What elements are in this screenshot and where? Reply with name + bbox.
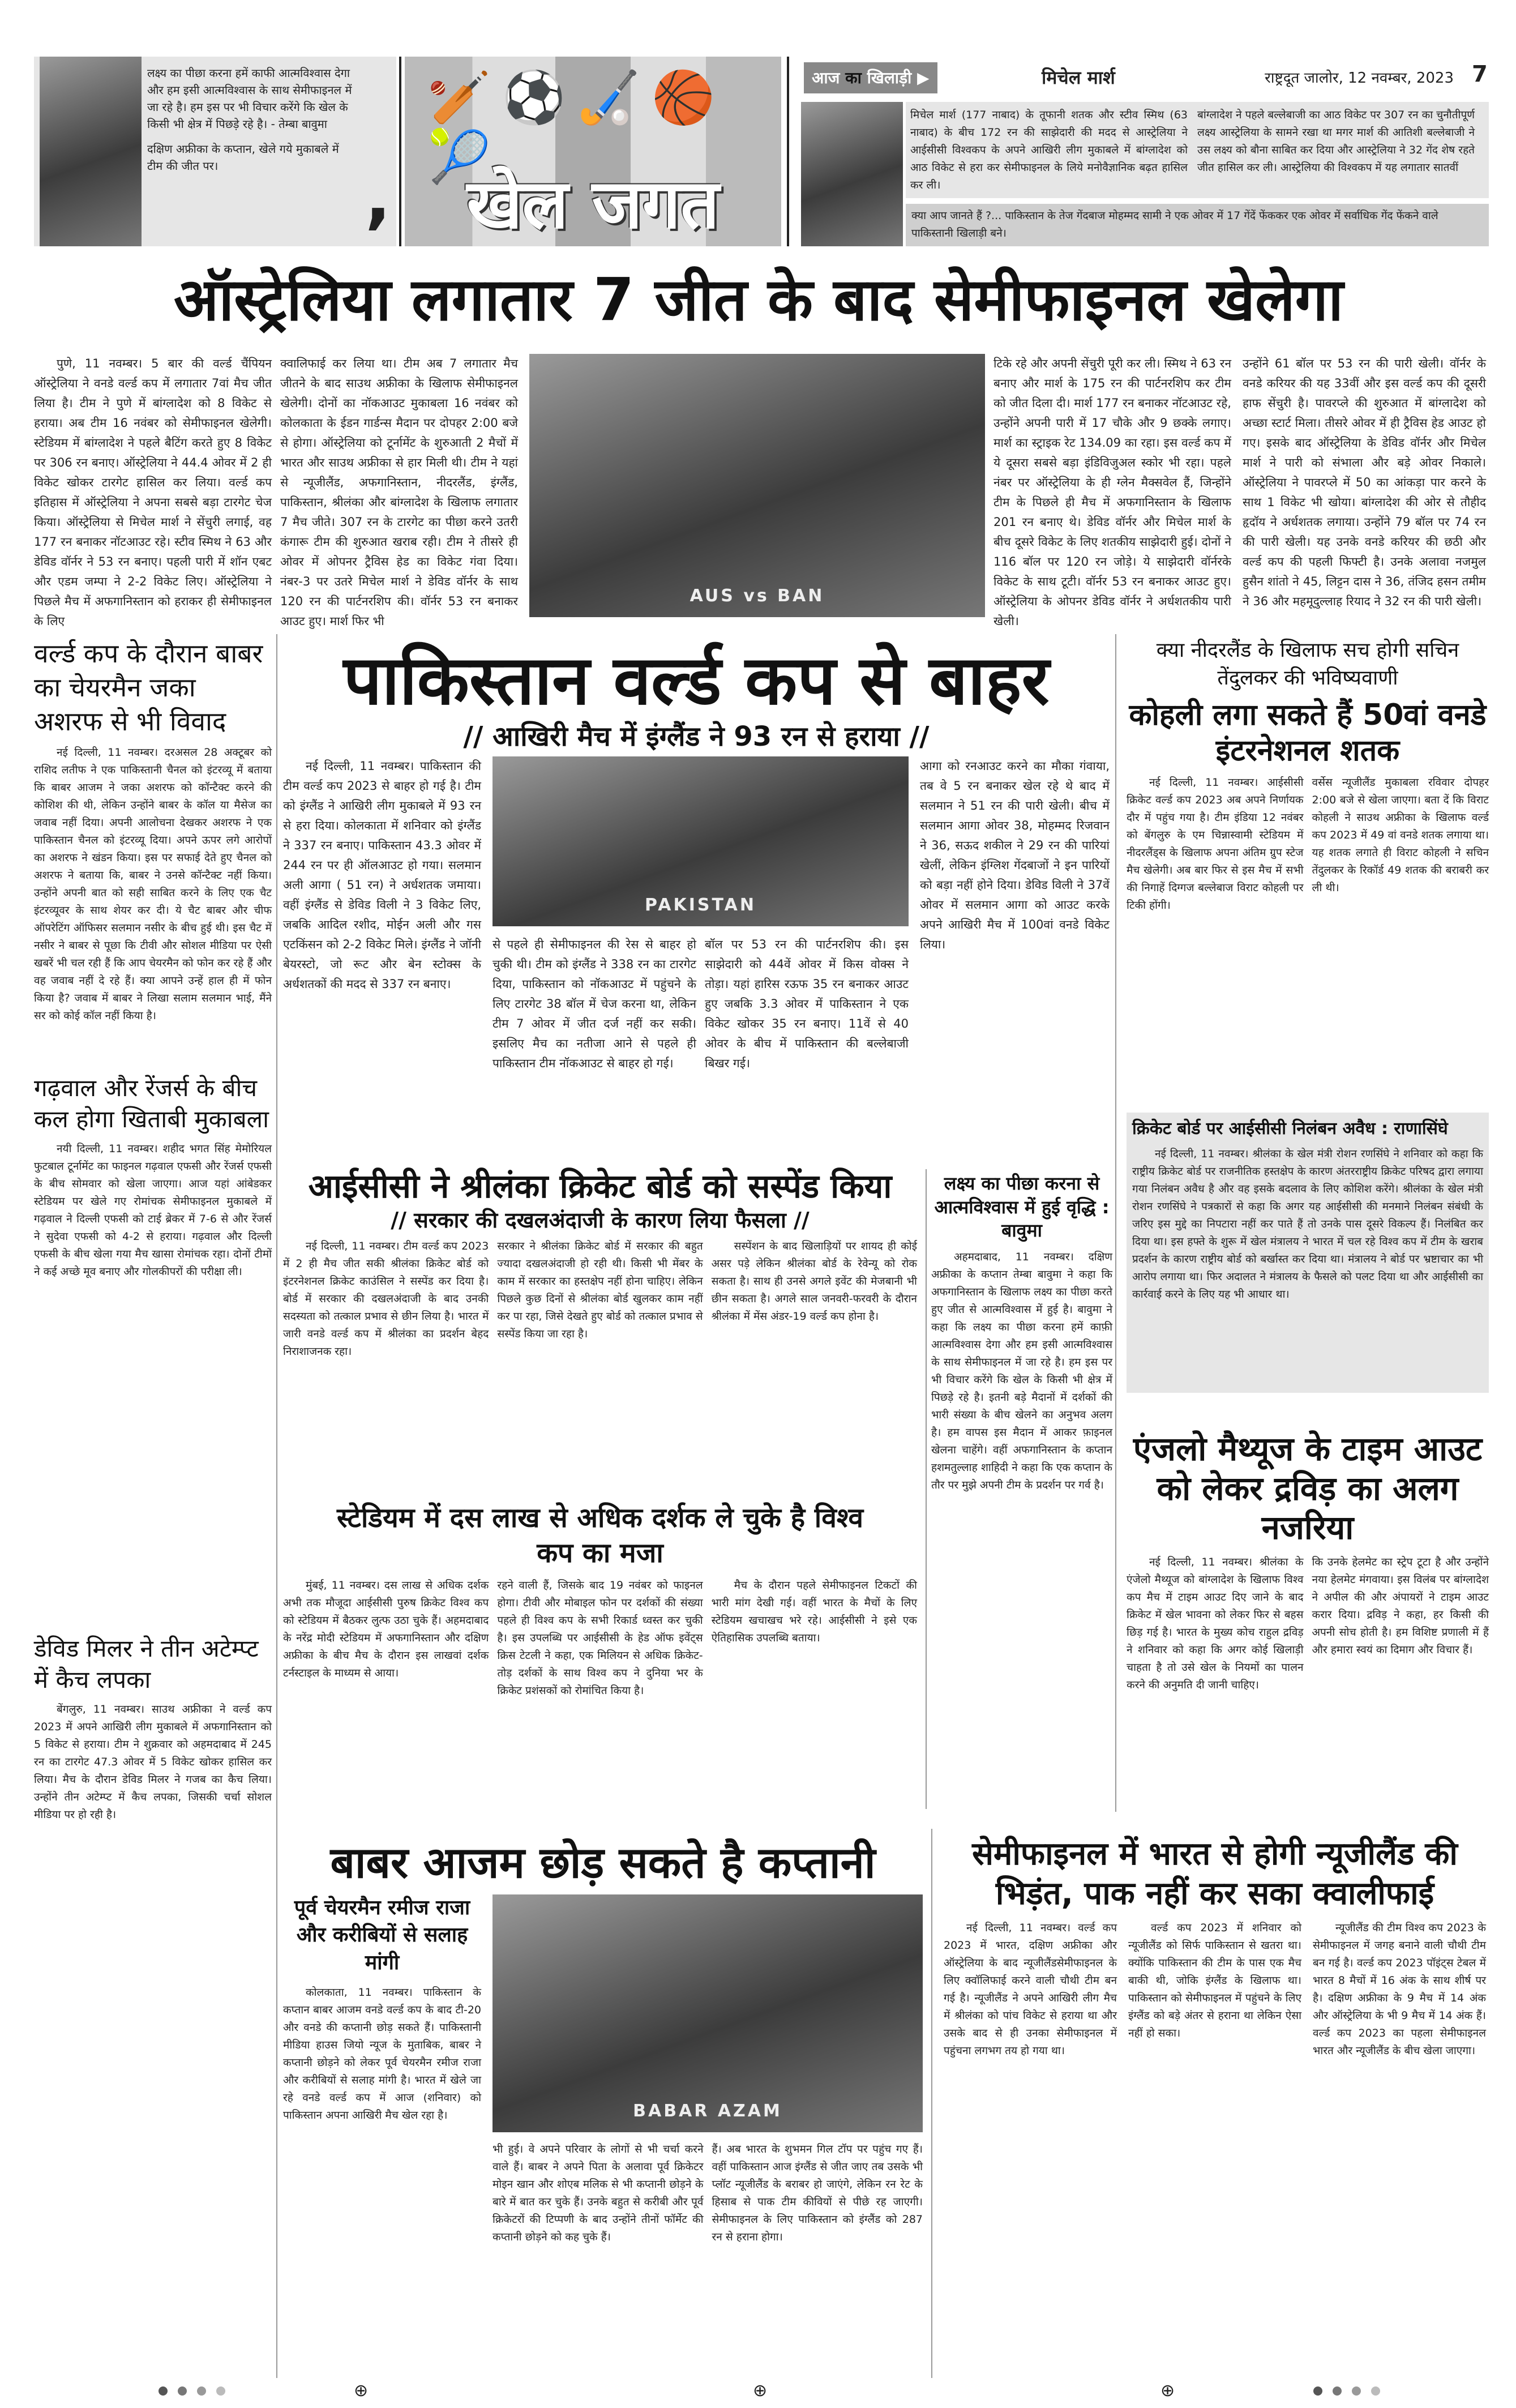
section-banner <box>405 57 781 246</box>
player-text-2: बांग्लादेश ने पहले बल्लेबाजी का आठ विकेट पर 307 रन का चुनौतीपूर्ण लक्ष्य आस्ट्रेलिया के सामने रखा था मगर मार्श की आतिशी बल्लेबाजी ने उस लक्ष्य को बौना साबित कर दिया और आस्ट्रेलिया ने 32 गेंद शेष रहते जीत हासिल कर ली। आस्ट्रेलिया की विश्वकप में यह लगातार सातवीं <box>1197 109 1475 174</box>
babar-columns <box>283 1894 923 2378</box>
crosshair-icon: ⊕ <box>1160 2381 1175 2401</box>
player-name: मिचेल मार्श <box>1042 67 1115 88</box>
babar-right <box>493 1894 923 2378</box>
stadium-columns <box>283 1577 917 1809</box>
registration-dots <box>1313 2386 1380 2396</box>
angelo-story <box>1127 1430 1489 1806</box>
pakistan-middle-columns <box>493 935 909 1158</box>
dot-icon <box>216 2386 225 2396</box>
nz-headline: सेमीफाइनल में भारत से होगी न्यूजीलैंड की भिड़ंत, पाक नहीं कर सका क्वालीफाई <box>972 1836 1458 1912</box>
bavuma-body: अहमदाबाद, 11 नवम्बर। दक्षिण अफ्रीका के कप्तान तेम्बा बावुमा ने कहा कि अफगानिस्तान के खिलाफ लक्ष्य का पीछा करते हुए जीत से आत्मविश्वास में हुई है। बावुमा ने कहा कि लक्ष्य का पीछा करना हमें काफ़ी आत्मविश्वास देगा और हम इसी आत्मविश्वास के साथ सेमीफाइनल में जा रहे है। हम इस पर भी विचार करेंगे कि खेल के किसी भी क्षेत्र में पिछड़े रहे है। इतनी बड़े मैदानों में दर्शकों की भारी संख्या के बीच खेलने का अनुभव अलग है। हम वापस इस मैदान में आकर फ़ाइनल खेलना चाहेंगे। वहीं अफगानिस्तान के कप्तान हशमतुल्लाह शाहिदी ने कहा कि एक कप्तान के तौर पर मुझे अपनी टीम के प्रदर्शन पर गर्व है। <box>931 1250 1112 1491</box>
quote-mark-icon: , <box>365 159 391 237</box>
divider <box>926 1169 927 1809</box>
kohli-col-1: नई दिल्ली, 11 नवम्बर। आईसीसी क्रिकेट वर्ल्ड कप 2023 अब अपने निर्णायक दौर में पहुंच गया है। टीम इंडिया 12 नवंबर को बेंगलुरु के एम चिन्नास्वामी स्टेडियम में नीदरलैंड्स के खिलाफ अपना अंतिम ग्रुप स्टेज मैच खेलेगी। अब बार फिर से इस मैच में सभी की निगाहें दिग्गज बल्लेबाज विराट कोहली पर टिकी होंगी। <box>1127 776 1304 912</box>
icc-suspend-headline: आईसीसी ने श्रीलंका क्रिकेट बोर्ड को सस्पेंड किया <box>308 1167 892 1205</box>
angelo-col-2: कि उनके हेलमेट का स्ट्रेप टूटा है और उन्होंने नया हेलमेट मंगवाया। इस विलंब पर बांग्लादेश ने अपील की और अंपायरों ने टाइम आउट करार दिया। द्रविड़ ने कहा, हर किसी की अपनी सोच होती है। हम विशिष्ट प्रणाली में हैं और हमारा स्वयं का दिमाग और विचार हैं। <box>1312 1555 1489 1656</box>
icc-board-body: नई दिल्ली, 11 नवम्बर। श्रीलंका के खेल मंत्री रोशन रणसिंघे ने शनिवार को कहा कि राष्ट्रीय क्रिकेट बोर्ड पर राजनीतिक हस्तक्षेप के कारण अंतरराष्ट्रीय क्रिकेट परिषद द्वारा लगाया गया निलंबन अवैध है और वह इसके बदलाव के लिए कोशिश करेंगे। श्रीलंका के खेल मंत्री रोशन रणसिंघे ने पत्रकारों से कहा कि अगर यह आईसीसी की मनमाने निलंबन संबंधी के जरिए इस मुद्दे का निपटारा नहीं कर पाते हैं तो उनके पास दूसरे विकल्प हैं। निलंबित कर दिया था। इस हफ्ते के शुरू में खेल मंत्रालय ने भारत में चल रहे विश्व कप में टीम के खराब प्रदर्शन के कारण राष्ट्रीय बोर्ड को बर्खास्त कर दिया था। मंत्रालय ने बोर्ड पर भ्रष्टाचार का भी आरोप लगाया था। फिर अदालत ने मंत्रालय के फैसले को पलट दिया था और आईसीसी का कार्रवाई करने के लिए यह भी आधार था। <box>1132 1147 1483 1301</box>
nz-col-3: न्यूजीलैंड की टीम विश्व कप 2023 के सेमीफाइनल में जगह बनाने वाली चौथी टीम बन गई है। वर्ल्ड कप 2023 पॉइंट्स टेबल में भारत 8 मैचों में 16 अंक के साथ शीर्ष पर है। दक्षिण अफ्रीका के 9 मैच में 14 अंक और ऑस्ट्रेलिया के भी 9 मैच में 14 अंक हैं। वर्ल्ड कप 2023 का पहला सेमीफाइनल भारत और न्यूजीलैंड के बीच खेला जाएगा। <box>1313 1922 1486 2057</box>
section-title: खेल जगत <box>466 165 720 244</box>
nz-col-1: नई दिल्ली, 11 नवम्बर। वर्ल्ड कप 2023 में भारत, दक्षिण अफ्रीका और ऑस्ट्रेलिया के बाद न्यूजीलैंडसेमीफाइनल के लिए क्वॉलिफाई करने वाली चौथी टीम बन गई है। न्यूजीलैंड ने अपने आखिरी लीग मैच में श्रीलंका को पांच विकेट से हराया था और उसके बाद से ही उनका सेमीफाइनल में पहुंचना लगभग तय हो गया था। <box>944 1922 1117 2057</box>
page-number: 7 <box>1472 61 1488 87</box>
angelo-columns <box>1127 1554 1489 1806</box>
babar-col-2: भी हुई। वे अपने परिवार के लोगों से भी चर्चा करने वाले हैं। बाबर ने अपने पिता के अलावा पूर्व क्रिकेटर मोइन खान और शोएब मलिक से भी कप्तानी छोड़ने के बारे में बात कर चुके हैं। उनके बहुत से करीबी और पूर्व क्रिकेटरों की टिप्पणी के बाद उन्होंने तीनों फॉर्मेट की कप्तानी छोड़ने को कह चुके हैं। <box>493 2142 704 2243</box>
pakistan-photo <box>493 756 909 926</box>
icc-board-headline: क्रिकेट बोर्ड पर आईसीसी निलंबन अवैध : राणासिंघे <box>1132 1119 1448 1139</box>
quote-caption: दक्षिण अफ्रीका के कप्तान, खेले गये मुकाबले में टीम की जीत पर। <box>147 142 339 173</box>
babar-right-columns <box>493 2141 923 2378</box>
dot-icon <box>1352 2386 1361 2396</box>
pakistan-col-4: आगा को रनआउट करने का मौका गंवाया, तब वे 5 रन बनाकर खेल रहे थे बाद में सलमान ने 51 रन की पारी खेली। बीच में सलमान आगा ओवर 38, मोहम्मद रिजवान ने 36, सऊद शकील ने 29 रन की पारियां खेलीं, लेकिन इंग्लिश गेंदबाजों ने इन पारियों को बड़ा नहीं होने दिया। डेविड विली ने 37वें ओवर में सलमान आगा को आउट करके अपने आखिरी मैच में 100वां वनडे विकेट लिया। <box>920 759 1110 952</box>
label-aaj: आज <box>812 69 840 87</box>
pakistan-story <box>283 641 1110 1158</box>
miller-headline: डेविड मिलर ने तीन अटेम्प्ट में कैच लपका <box>34 1635 259 1693</box>
ashraf-body: नई दिल्ली, 11 नवम्बर। दरअसल 28 अक्टूबर को राशिद लतीफ ने एक पाकिस्तानी चैनल को इंटरव्यू में बताया कि बाबर आजम ने जका अशरफ को कॉन्टैक्ट करने की कोशिश की थी, लेकिन उन्होंने बाबर के कॉल या मैसेज का जवाब नहीं दिया। अपनी आलोचना देखकर अशरफ ने एक पाकिस्तान चैनल को इंटरव्यू दिया। अपने ऊपर लगे आरोपों का अशरफ ने खंडन किया। इस पर सफाई देते हुए चैनल को अशरफ ने बताया कि, बाबर ने उनसे कॉन्टैक्ट नहीं किया। उन्होंने अपनी बात को सही साबित करने के लिए एक चैट इंटरव्यूवर के साथ शेयर कर दी। ये चैट बाबर और चीफ ऑपरेटिंग ऑफिसर सलमान नसीर के बीच हुई थी। इस चैट में नसीर ने बाबर से पूछा कि टीवी और सोशल मीडिया पर ऐसी खबरें भी चल रही हैं कि आप चेयरमैन को फोन कर रहे हैं और वह जवाब नहीं दे रहे हैं। क्या आपने उन्हें हाल ही में फोन किया है? जवाब में बाबर ने लिखा सलाम सलमान भाई, मैंने सर को कोई कॉल नहीं किया है। <box>34 746 272 1023</box>
icc-suspend-columns <box>283 1238 917 1483</box>
quote-text: लक्ष्य का पीछा करना हमें काफी आत्मविश्वास देगा और हम इसी आत्मविश्वास के साथ सेमीफाइनल में जा रहे है। हम इस पर भी विचार करेंगे कि खेल के किसी भी क्षेत्र में पिछड़े रहे है। - तेम्बा बावुमा <box>147 66 352 131</box>
kohli-columns <box>1127 774 1489 1098</box>
player-of-day-label <box>804 62 937 93</box>
babar-photo <box>493 1894 923 2132</box>
babar-subhead: पूर्व चेयरमैन रमीज राजा और करीबियों से सलाह मांगी <box>294 1896 470 1974</box>
pakistan-col-1: नई दिल्ली, 11 नवम्बर। पाकिस्तान की टीम वर्ल्ड कप 2023 से बाहर हो गई है। टीम को इंग्लैंड ने आखिरी लीग मुकाबले में 93 रन से हरा दिया। कोलकाता में शनिवार को इंग्लैंड ने 337 रन बनाए। पाकिस्तान 43.3 ओवर में 244 रन पर ही ऑलआउट हो गया। सलमान अली आगा ( 51 रन) ने अर्धशतक जमाया। वहीं इंग्लैंड से डेविड विली ने 3 विकेट लिए, जबकि आदिल रशीद, मोईन अली और गस एटकिंसन को 2-2 विकेट मिले। इंग्लैंड ने जॉनी बेयरस्टो, जो रूट और बेन स्टोक्स के अर्धशतकों की मदद से 337 रन बनाए। <box>283 759 481 991</box>
dateline: राष्ट्रदूत जालोर, 12 नवम्बर, 2023 <box>1265 70 1454 87</box>
garhwal-body: नयी दिल्ली, 11 नवम्बर। शहीद भगत सिंह मेमोरियल फुटबाल टूर्नामेंट का फाइनल गढ़वाल एफसी और रेंजर्स एफसी के बीच सोमवार को खेला जाएगा। आज यहां आंबेडकर स्टेडियम पर खेले गए रोमांचक सेमीफाइनल मुकाबले में गढ़वाल ने दिल्ली एफसी को टाई ब्रेकर में 7-6 से और रेंजर्स ने सुदेवा एफसी को 4-2 से हराया। गढ़वाल और दिल्ली एफसी के बीच खेला गया मैच खासा रोमांचक रहा। दोनों टीमों ने कई अच्छे मूव बनाए और गोलकीपरों की परीक्षा ली। <box>34 1143 272 1278</box>
lead-headline: ऑस्ट्रेलिया लगातार 7 जीत के बाद सेमीफाइनल खेलेगा <box>173 265 1344 334</box>
stadium-story <box>283 1500 917 1809</box>
did-you-know-text: क्या आप जानते हैं ?... पाकिस्तान के तेज गेंदबाज मोहम्मद सामी ने एक ओवर में 17 गेंदें फेंककर एक ओवर में सर्वाधिक गेंद फेंकने वाले पाकिस्तानी खिलाड़ी बने। <box>911 209 1438 239</box>
quote-text-stack <box>147 65 357 174</box>
dot-icon <box>159 2386 168 2396</box>
mitchell-marsh-photo <box>801 102 903 246</box>
dot-icon <box>178 2386 187 2396</box>
pakistan-middle <box>493 756 909 1158</box>
divider <box>1115 634 1116 1812</box>
lead-photo <box>529 354 985 617</box>
divider <box>399 57 401 246</box>
label-khiladi: खिलाड़ी <box>867 69 912 87</box>
nz-columns <box>944 1919 1486 2372</box>
sports-equipment-icon: 🏏⚽🏑🏀🎾 <box>427 68 727 187</box>
pakistan-col-3: बॉल पर 53 रन की पार्टनरशिप की। इस साझेदारी को 44वें ओवर में किस वोक्स ने तोड़ा। यहां हारिस रऊफ 35 रन बनाकर आउट हुए जबकि 3.3 ओवर में पाकिस्तान ने एक विकेट खोकर 35 रन बनाए। 11वें से 40 ओवर के बीच में पाकिस्तान की बल्लेबाजी बिखर गई। <box>705 938 909 1071</box>
garhwal-headline: गढ़वाल और रेंजर्स के बीच कल होगा खिताबी मुकाबला <box>34 1074 269 1133</box>
quote-box <box>34 57 396 246</box>
pakistan-subhead: // आखिरी मैच में इंग्लैंड ने 93 रन से हराया // <box>463 721 930 752</box>
dot-icon <box>197 2386 206 2396</box>
divider <box>787 57 789 246</box>
icc-board-box <box>1127 1113 1489 1393</box>
lead-col-3: टिके रहे और अपनी सेंचुरी पूरी कर ली। स्मिथ ने 63 रन बनाए और मार्श के 175 रन की पार्टनरशिप कर टीम को जीत दिला दी। मार्श 177 रन बनाकर नॉटआउट रहे, उन्होंने अपनी पारी में 17 चौके और 9 छक्के लगाए। मार्श का स्ट्राइक रेट 134.09 का रहा। इस वर्ल्ड कप में ये दूसरा सबसे बड़ा इंडिविजुअल स्कोर भी रहा। पहले नंबर पर ऑस्ट्रेलिया के ही ग्लेन मैक्सवेल हैं, जिन्होंने टीम के पिछले ही मैच में अफगानिस्तान के खिलाफ 201 रन बनाए थे। डेविड वॉर्नर और मिचेल मार्श के बीच दूसरे विकेट के लिए शतकीय साझेदारी हुई। दोनों ने 116 बॉल पर 120 रन जोड़े। ये साझेदारी वॉर्नरके विकेट के साथ टूटी। वॉर्नर 53 रन बनाकर आउट हुए। ऑस्ट्रेलिया के ओपनर डेविड वॉर्नर ने अर्धशतकीय पारी खेली। <box>993 357 1231 628</box>
miller-story <box>34 1633 272 2372</box>
kohli-kicker: क्या नीदरलैंड के खिलाफ सच होगी सचिन तेंदुलकर की भविष्यवाणी <box>1156 639 1459 690</box>
registration-dots <box>159 2386 225 2396</box>
pakistan-columns <box>283 756 1110 1158</box>
label-ka: का <box>845 69 862 87</box>
lead-col-2: क्वालिफाई कर लिया था। टीम अब 7 लगातार मैच जीतने के बाद साउथ अफ्रीका के खिलाफ सेमीफाइनल खेलेगी। दोनों का नॉकआउट मुकाबला 16 नवंबर को कोलकाता के ईडन गार्डन्स मैदान पर दोपहर 2:00 बजे से होगा। ऑस्ट्रेलिया को टूर्नामेंट के शुरुआती 2 मैचों में भारत और साउथ अफ्रीका से हार मिली थी। टीम ने यहां से न्यूजीलैंड, अफगानिस्तान, नीदरलैंड, इंग्लैंड, पाकिस्तान, श्रीलंका और बांग्लादेश के खिलाफ लगातार 7 मैच जीते। 307 रन के टारगेट का पीछा करने उतरी कंगारू टीम की शुरुआत खराब रही। टीम ने तीसरे ही ओवर में ओपनर ट्रैविस हेड का विकेट गंवा दिया। नंबर-3 पर उतरे मिचेल मार्श ने डेविड वॉर्नर के साथ 120 रन की पार्टनरशिप की। वॉर्नर 53 रन बनाकर आउट हुए। मार्श फिर भी <box>280 357 518 628</box>
icc-suspend-subhead: // सरकार की दखलअंदाजी के कारण लिया फैसला // <box>391 1207 810 1233</box>
stadium-col-1: मुंबई, 11 नवम्बर। दस लाख से अधिक दर्शक अभी तक मौजूदा आईसीसी पुरुष क्रिकेट विश्व कप को स्टेडियम में बैठकर लुत्फ उठा चुके हैं। अहमदाबाद के नरेंद्र मोदी स्टेडियम में अफगानिस्तान और दक्षिण अफ्रीका के बीच मैच के दौरान इस लाखवां दर्शक टर्नस्टाइल के माध्यम से आया। <box>283 1579 489 1679</box>
player-text-1: मिचेल मार्श (177 नाबाद) के तूफानी शतक और स्टीव स्मिथ (63 नाबाद) के बीच 172 रन की साझेदारी की मदद से आस्ट्रेलिया ने आईसीसी विश्वकप के अपने आखिरी लीग मुकाबले में बांग्लादेश को आठ विकेट से हरा कर सेमीफाइनल के लिये मनोवैज्ञानिक बढ़त हासिल कर ली। <box>910 109 1188 191</box>
lead-photo-caption: AUS vs BAN <box>690 586 825 606</box>
dot-icon <box>1333 2386 1342 2396</box>
icc-suspend-col-1: नई दिल्ली, 11 नवम्बर। टीम वर्ल्ड कप 2023 में 2 ही मैच जीत सकी श्रीलंका क्रिकेट बोर्ड को इंटरनेशनल क्रिकेट काउंसिल ने सस्पेंड कर दिया है। बोर्ड में सरकार की दखलअंदाजी के बाद उनकी सदस्यता को तत्काल प्रभाव से छीन लिया है। भारत में जारी वनडे वर्ल्ड कप में श्रीलंका का प्रदर्शन बेहद निराशाजनक रहा। <box>283 1239 489 1358</box>
angelo-col-1: नई दिल्ली, 11 नवम्बर। श्रीलंका के एंजेलो मैथ्यूज को बांग्लादेश के खिलाफ विश्व कप मैच में टाइम आउट दिए जाने के बाद क्रिकेट में खेल भावना को लेकर फिर से बहस छिड़ गई है। भारत के मुख्य कोच राहुल द्रविड़ ने शनिवार को कहा कि अगर कोई खिलाड़ी चाहता है तो उसे खेल के नियमों का पालन करने की अनुमति दी जानी चाहिए। <box>1127 1555 1304 1691</box>
icc-suspend-story <box>283 1169 917 1483</box>
stadium-col-3: मैच के दौरान पहले सेमीफाइनल टिकटों की भारी मांग देखी गई। वहीं भारत के मैचों के लिए स्टेडियम खचाखच भरे रहे। आईसीसी ने इसे एक ऐतिहासिक उपलब्धि बताया। <box>711 1579 917 1644</box>
did-you-know-box <box>906 204 1489 246</box>
kohli-story <box>1127 637 1489 1098</box>
kohli-col-2: वर्सेस न्यूजीलैंड मुकाबला रविवार दोपहर 2:00 बजे से खेला जाएगा। बता दें कि विराट कोहली ने साउथ अफ्रीका के खिलाफ वर्ल्ड कप 2023 में 49 वां वनडे शतक लगाया था। यह शतक लगाते ही विराट कोहली ने सचिन तेंदुलकर के रिकॉर्ड 49 शतक की बराबरी कर ली थी। <box>1312 776 1489 894</box>
garhwal-story <box>34 1073 272 1625</box>
divider <box>276 634 277 2378</box>
dot-icon <box>1371 2386 1380 2396</box>
kohli-headline: कोहली लगा सकते हैं 50वां वनडे इंटरनेशनल शतक <box>1129 698 1487 768</box>
ashraf-story <box>34 637 272 1064</box>
dot-icon <box>1313 2386 1322 2396</box>
babar-col-1: कोलकाता, 11 नवम्बर। पाकिस्तान के कप्तान बाबर आजम वनडे वर्ल्ड कप के बाद टी-20 और वनडे की कप्तानी छोड़ सकते हैं। पाकिस्तानी मीडिया हाउस जियो न्यूज के मुताबिक, बाबर ने कप्तानी छोड़ने को लेकर पूर्व चेयरमैन रमीज राजा और करीबियों से सलाह मांगी है। भारत में खेले जा रहे वनडे वर्ल्ड कप में आज (शनिवार) को पाकिस्तान अपना आखिरी मैच खेल रहा है। <box>283 1986 481 2122</box>
babar-left <box>283 1894 481 2378</box>
ashraf-headline: वर्ल्ड कप के दौरान बाबर का चेयरमैन जका अशरफ से भी विवाद <box>34 638 263 737</box>
babar-headline: बाबर आजम छोड़ सकते है कप्तानी <box>330 1837 876 1888</box>
nz-box <box>931 1829 1492 2378</box>
player-text-box <box>906 102 1489 198</box>
bavuma-photo <box>40 57 142 246</box>
lead-col-4: उन्होंने 61 बॉल पर 53 रन की पारी खेली। वॉर्नर के वनडे करियर की यह 33वीं और इस वर्ल्ड कप की दूसरी हाफ सेंचुरी है। पावरप्ले की शुरुआत में बांग्लादेश को अच्छा स्टार्ट मिला। तीसरे ओवर में ही ट्रैविस हेड आउट हो गए। इसके बाद ऑस्ट्रेलिया के डेविड वॉर्नर और मिचेल मार्श ने पारी को संभाला और बड़े ओवर निकाले। ऑस्ट्रेलिया ने पावरप्ले में 50 का आंकड़ा पार करने के साथ 1 विकेट भी खोया। बांग्लादेश की ओर से तौहीद हृदॉय ने अर्धशतक लगाया। उन्होंने 79 बॉल पर 74 रन की पारी खेली। यह उनके वनडे करियर की छठी और वर्ल्ड कप की पहली फिफ्टी है। उनके अलावा नजमुल हुसैन शांतो ने 45, लिट्टन दास ने 36, तंजिद हसन तमीम ने 36 और महमूदुल्लाह रियाद ने 32 रन की पारी खेली। <box>1243 357 1486 608</box>
bavuma-headline: लक्ष्य का पीछा करना से आत्मविश्वास में हुई वृद्धि : बावुमा <box>934 1173 1110 1242</box>
icc-suspend-col-3: सस्पेंशन के बाद खिलाड़ियों पर शायद ही कोई असर पड़े लेकिन श्रीलंका बोर्ड के रेवेन्यू को रोक सकता है। साथ ही उनसे अगले इवेंट की मेजबानी भी छीन सकता है। अगले साल जनवरी-फरवरी के दौरान श्रीलंका में मेंस अंडर-19 वर्ल्ड कप होना है। <box>711 1239 917 1323</box>
babar-story <box>283 1837 923 2378</box>
stadium-headline: स्टेडियम में दस लाख से अधिक दर्शक ले चुके है विश्व कप का मजा <box>336 1502 864 1569</box>
lead-col-1: पुणे, 11 नवम्बर। 5 बार की वर्ल्ड चैंपियन ऑस्ट्रेलिया ने वनडे वर्ल्ड कप में लगातार 7वां मैच जीत लिया है। टीम ने पुणे में बांग्लादेश को 8 विकेट से हराया। अब टीम 16 नवंबर को सेमीफाइनल खेलेगी। स्टेडियम में बांग्लादेश ने पहले बैटिंग करते हुए 8 विकेट पर 306 रन बनाए। ऑस्ट्रेलिया ने 44.4 ओवर में 2 ही विकेट खोकर टारगेट हासिल कर लिया। वर्ल्ड कप इतिहास में ऑस्ट्रेलिया ने अपना सबसे बड़ा टारगेट चेज किया। ऑस्ट्रेलिया से मिचेल मार्श ने सेंचुरी लगाई, वह 177 रन बनाकर नॉटआउट रहे। स्टीव स्मिथ ने 63 और डेविड वॉर्नर ने 53 रन बनाए। पहली पारी में शॉन एबट और एडम जम्पा ने 2-2 विकेट लिए। ऑस्ट्रेलिया ने पिछले मैच में अफगानिस्तान को हराकर ही सेमीफाइनल के लिए <box>34 357 272 628</box>
pakistan-headline: पाकिस्तान वर्ल्ड कप से बाहर <box>343 641 1050 720</box>
pakistan-col-2: से पहले ही सेमीफाइनल की रेस से बाहर हो चुकी थी। टीम को इंग्लैंड ने 338 रन का टारगेट दिया, पाकिस्तान को नॉकआउट में पहुंचने के लिए टारगेट 38 बॉल में चेज करना था, लेकिन टीम 7 ओवर में जीत दर्ज नहीं कर सकी। इसलिए मैच का नतीजा आने से पहले ही पाकिस्तान टीम नॉकआउट से बाहर हो गई। <box>493 938 696 1071</box>
icc-suspend-col-2: सरकार ने श्रीलंका क्रिकेट बोर्ड में सरकार की बहुत ज्यादा दखलअंदाजी हो रही थी। किसी भी मेंबर के काम में सरकार का हस्तक्षेप नहीं होना चाहिए। लेकिन पिछले कुछ दिनों से श्रीलंका बोर्ड खुलकर काम नहीं कर पा रहा, जिसे देखते हुए बोर्ड को तत्काल प्रभाव से सस्पेंड किया जा रहा है। <box>497 1239 703 1340</box>
babar-photo-caption: BABAR AZAM <box>633 2101 782 2121</box>
bavuma-story <box>931 1172 1112 1809</box>
angelo-headline: एंजलो मैथ्यूज के टाइम आउट को लेकर द्रविड़ का अलग नजरिया <box>1133 1430 1483 1547</box>
babar-col-3: हैं। अब भारत के शुभमन गिल टॉप पर पहुंच गए हैं। वहीं पाकिस्तान आज इंग्लैंड से जीत जाए तब उसके भी प्लॉट न्यूजीलैंड के बराबर हो जाएंगे, लेकिन रन रेट के हिसाब से पाक टीम कीवियों से पीछे रह जाएगी। सेमीफाइनल के लिए पाकिस्तान को इंग्लैंड को 287 रन से हराना होगा। <box>712 2142 923 2243</box>
stadium-col-2: रहने वाली हैं, जिसके बाद 19 नवंबर को फाइनल होगा। टीवी और मोबाइल फोन पर दर्शकों की संख्या पहले ही विश्व कप के सभी रिकार्ड ध्वस्त कर चुकी है। इस उपलब्धि पर आईसीसी के हेड ऑफ इवेंट्स क्रिस टेटली ने कहा, एक मिलियन से अधिक क्रिकेट-तोड़ दर्शकों के साथ विश्व कप ने दुनिया भर के क्रिकेट प्रशंसकों को रोमांचित किया है। <box>497 1579 703 1697</box>
play-arrow-icon: ▶ <box>917 69 930 87</box>
pakistan-photo-caption: PAKISTAN <box>645 895 756 916</box>
crosshair-icon: ⊕ <box>354 2381 369 2401</box>
crosshair-icon: ⊕ <box>753 2381 768 2401</box>
nz-col-2: वर्ल्ड कप 2023 में शनिवार को न्यूजीलैंड को सिर्फ पाकिस्तान से खतरा था। क्योंकि पाकिस्तान की टीम के पास एक मैच बाकी थी, जोकि इंग्लैंड के खिलाफ था। पाकिस्तान को सेमीफाइनल में पहुंचने के लिए इंग्लैंड को बड़े अंतर से हराना था लेकिन ऐसा नहीं हो सका। <box>1128 1922 1301 2039</box>
miller-body: बेंगलुरु, 11 नवम्बर। साउथ अफ्रीका ने वर्ल्ड कप 2023 में अपने आखिरी लीग मुकाबले में अफगानिस्तान को 5 विकेट से हराया। टीम ने शुक्रवार को अहमदाबाद में 245 रन का टारगेट 47.3 ओवर में 5 विकेट खोकर हासिल कर लिया। मैच के दौरान डेविड मिलर ने गजब का कैच लिया। उन्होंने तीन अटेम्प्ट में कैच लपका, जिसकी चर्चा सोशल मीडिया पर हो रही है। <box>34 1703 272 1821</box>
